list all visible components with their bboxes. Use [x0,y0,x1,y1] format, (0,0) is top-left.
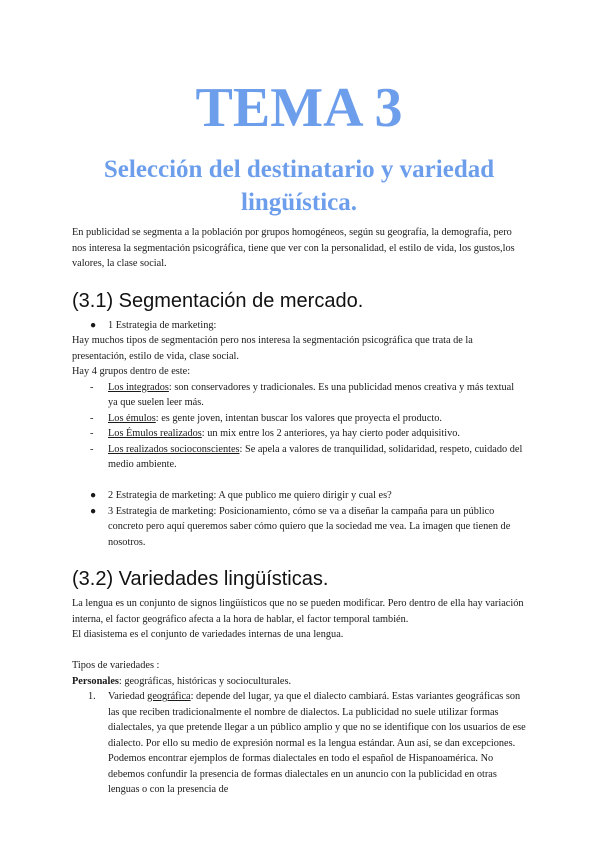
paragraph: El diasistema es el conjunto de variedades internas de una lengua. [72,629,344,640]
dash-marker: - [90,443,94,455]
list-item: - Los Émulos realizados: un mix entre los 2 anteriores, ya hay cierto poder adquisitivo. [72,426,526,442]
document-subtitle: Selección del destinatario y variedad lingüística. [103,156,495,216]
list-item: - Los realizados socioconscientes: Se apela a valores de tranquilidad, solidaridad, respeto, cuidado del medio ambiente. [90,443,523,470]
section-heading-segmentacion: (3.1) Segmentación de mercado. [72,289,364,312]
paragraph: Tipos de variedades : [72,660,160,671]
paragraph: Hay muchos tipos de segmentación pero nos interesa la segmentación psicográfica que trata de la presentación, estilo de vida, clase social. [72,335,473,362]
document-title: TEMA 3 [195,77,403,139]
dash-list [72,380,526,473]
bullet-marker: ● [90,319,97,331]
bullet-marker: ● [90,505,97,517]
list-item: - Los émulos: es gente joven, intentan buscar los valores que proyecta el producto. [72,411,526,427]
list-item: 1. Variedad geográfica: depende del lugar, ya que el dialecto cambiará. Estas variantes geográficas son las que reciben tradicionalmente el nombre de dialectos. La publicidad no suele utilizar formas dialectales, ya que pretende llegar a un público amplio y que no se identifique con los usuarios de ese dialecto. Por ello su medio de expresión normal es la lengua estándar. Aun así, se dan excepciones. Podemos encontrar ejemplos de formas dialectales en todo el español de Hispanoamérica. No debemos confundir la presencia de formas dialectales en un anuncio con la publicidad en otras lenguas o con la presencia de [88,691,526,795]
spacer [72,473,526,489]
spacer [72,643,526,659]
list-item: ● 2 Estrategia de marketing: A que publico me quiero dirigir y cual es? [72,488,526,504]
bullet-marker: ● [90,490,97,501]
intro-paragraph: En publicidad se segmenta a la población por grupos homogéneos, según su geografía, la demografía, pero nos interesa la segmentación psicográfica, tiene que ver con la personalidad, el estilo de vida, los gustos,los valores, la clase social. [72,227,515,269]
numbered-list [72,689,526,798]
paragraph: La lengua es un conjunto de signos lingüísticos que no se pueden modificar. Pero dentro de ella hay variación interna, el factor geográfico afecta a la hora de hablar, el factor temporal también. [72,598,524,625]
dash-marker: - [90,412,94,424]
paragraph: Hay 4 grupos dentro de este: [72,366,191,377]
list-item: ● 3 Estrategia de marketing: Posicionamiento, cómo se va a diseñar la campaña para un público concreto pero aquí queremos saber cómo quiero que la sociedad me vea. La imagen que tienen de nosotros. [90,505,511,548]
section-heading-variedades: (3.2) Variedades lingüísticas. [72,568,329,590]
number-marker: 1. [88,691,96,702]
list-item: ● 1 Estrategia de marketing: [72,318,526,334]
paragraph: Personales: geográficas, históricas y socioculturales. [72,675,292,687]
dash-marker: - [90,381,94,393]
list-item: - Los integrados: son conservadores y tradicionales. Es una publicidad menos creativa y más textual ya que suelen leer más. [90,381,515,408]
document-content [72,76,526,798]
bullet-list [72,318,526,334]
dash-marker: - [90,428,94,439]
bullet-list [72,488,526,550]
